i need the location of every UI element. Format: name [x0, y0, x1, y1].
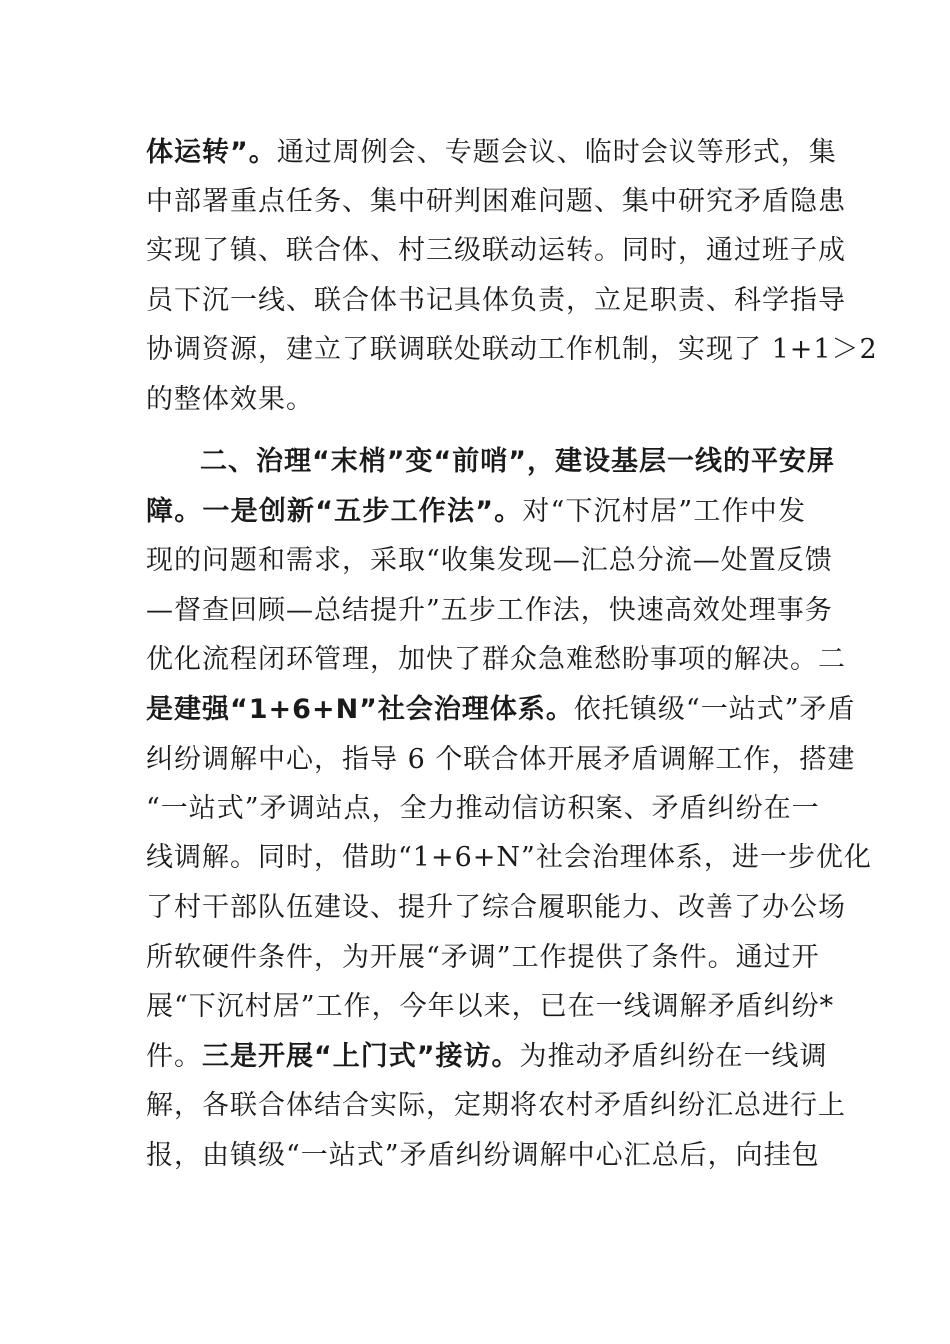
paragraph-2-line-12: 展“下沉村居”工作，今年以来，已在一线调解矛盾纠纷*: [146, 991, 835, 1022]
paragraph-2-line-5: 优化流程闭环管理，加快了群众急难愁盼事项的解决。二: [146, 644, 846, 675]
paragraph-2-line-6: [146, 690, 856, 730]
paragraph-1-line-6: 的整体效果。: [146, 384, 314, 415]
bold-phrase: 障。一是创新“五步工作法”。: [146, 496, 523, 527]
body-text: 依托镇级“一站式”矛盾: [573, 694, 856, 725]
body-text: 通过周例会、专题会议、临时会议等形式，集: [276, 137, 837, 168]
bold-phrase: 体运转”。: [146, 137, 277, 168]
paragraph-2-heading-line-1: [200, 442, 835, 482]
bold-phrase: 是建强“1+6+N”社会治理体系。: [146, 694, 574, 725]
paragraph-2-line-15: 报，由镇级“一站式”矛盾纠纷调解中心汇总后，向挂包: [146, 1140, 820, 1171]
paragraph-2-line-3: 现的问题和需求，采取“收集发现—汇总分流—处置反馈: [146, 545, 833, 576]
paragraph-2-line-11: 所软硬件条件，为开展“矛调”工作提供了条件。通过开: [146, 942, 820, 973]
paragraph-1-line-3: 实现了镇、联合体、村三级联动运转。同时，通过班子成: [146, 235, 846, 266]
paragraph-2-line-2: [146, 492, 806, 532]
section-heading: 二、治理“末梢”变“前哨”，建设基层一线的平安屏: [200, 446, 835, 477]
body-text: 为推动矛盾纠纷在一线调: [519, 1041, 828, 1072]
paragraph-2-line-4: —督查回顾—总结提升”五步工作法，快速高效处理事务: [146, 595, 833, 626]
paragraph-2-line-7: 纠纷调解中心，指导 6 个联合体开展矛盾调解工作，搭建: [146, 744, 856, 775]
paragraph-1-line-2: 中部署重点任务、集中研判困难问题、集中研究矛盾隐患: [146, 186, 846, 217]
body-text: 对“下沉村居”工作中发: [522, 496, 806, 527]
paragraph-1-line-1: [146, 133, 837, 173]
paragraph-2-line-10: 了村干部队伍建设、提升了综合履职能力、改善了办公场: [146, 892, 846, 923]
paragraph-1-line-4: 员下沉一线、联合体书记具体负责，立足职责、科学指导: [146, 285, 846, 316]
paragraph-2-line-13: [146, 1037, 828, 1077]
paragraph-2-line-9: 线调解。同时，借助“1+6+N”社会治理体系，进一步优化: [146, 842, 872, 873]
paragraph-2-line-14: 解，各联合体结合实际，定期将农村矛盾纠纷汇总进行上: [146, 1090, 846, 1121]
body-text: 件。: [146, 1041, 202, 1072]
paragraph-2-line-8: “一站式”矛调站点，全力推动信访积案、矛盾纠纷在一: [146, 793, 820, 824]
bold-phrase: 三是开展“上门式”接访。: [202, 1041, 520, 1072]
paragraph-1-line-5: 协调资源，建立了联调联处联动工作机制，实现了 1+1＞2: [146, 334, 878, 365]
